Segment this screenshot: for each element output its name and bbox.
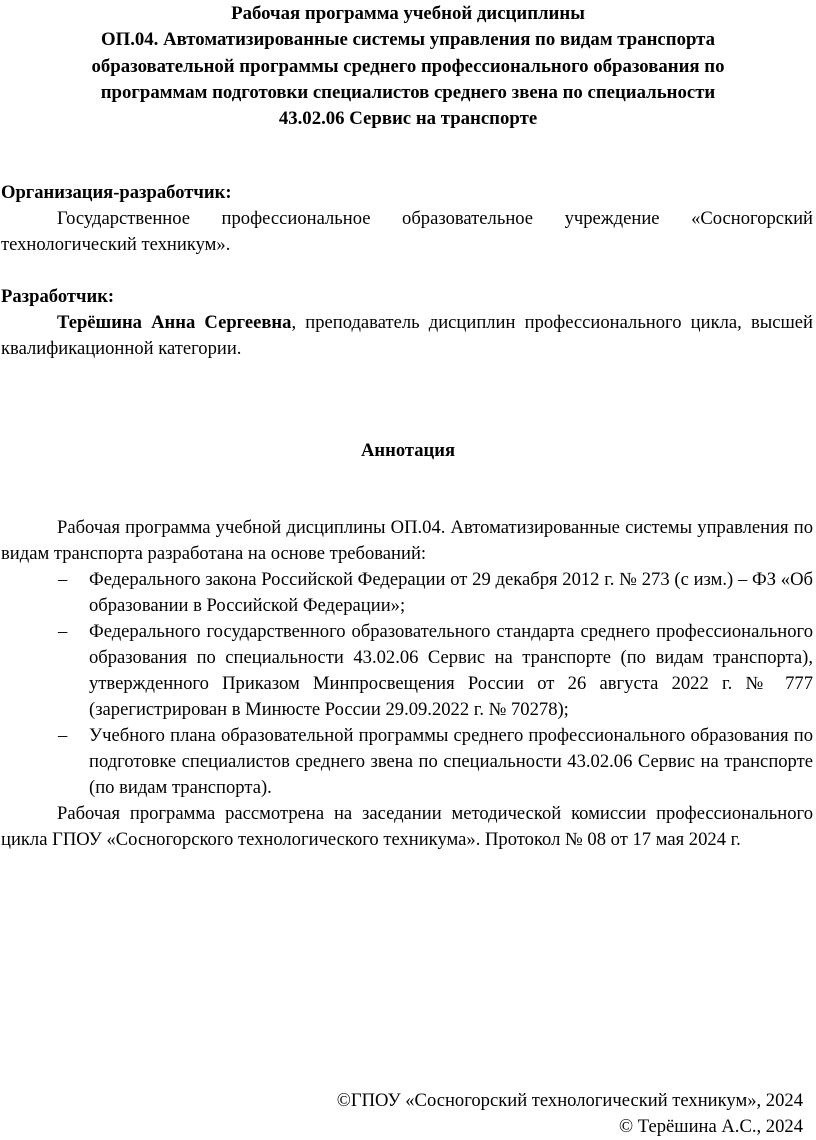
- developer-description: , преподаватель дисциплин профессионального цикла, высшей квалификационной категории.: [1, 312, 813, 359]
- annotation-heading: Аннотация: [360, 440, 456, 461]
- review-text: Рабочая программа рассмотрена на заседании методической комиссии профессионального цикла ГПОУ «Сосногорского технологического техникума». Протокол № 08 от 17 мая 2024 г.: [1, 803, 813, 850]
- copyright-footer: [337, 1088, 803, 1139]
- requirements-list: [1, 567, 813, 801]
- annotation-body: [1, 515, 813, 853]
- bullet-dash: –: [58, 725, 68, 746]
- annotation-intro: Рабочая программа учебной дисциплины ОП.04. Автоматизированные системы управления по видам транспорта разработана на основе требований:: [1, 517, 813, 564]
- list-item: [1, 567, 813, 619]
- list-item: [1, 619, 813, 723]
- organization-section: [1, 180, 813, 258]
- title-line: программам подготовки специалистов среднего звена по специальности: [100, 81, 716, 103]
- list-item-text: Федерального государственного образовательного стандарта среднего профессионального образования по специальности 43.02.06 Сервис на транспорте (по видам транспорта), утвержденного Приказом Минпросвещения России от 26 августа 2022 г. № 777 (зарегистрирован в Минюсте России 29.09.2022 г. № 70278);: [89, 621, 813, 720]
- bullet-dash: –: [58, 569, 68, 590]
- title-line: ОП.04. Автоматизированные системы управления по видам транспорта: [100, 29, 716, 51]
- developer-name: Терёшина Анна Сергеевна: [57, 312, 292, 333]
- developer-text: [1, 310, 813, 362]
- developer-section: [1, 284, 813, 362]
- document-title: [10, 1, 806, 132]
- list-item-text: Учебного плана образовательной программы среднего профессионального образования по подготовке специалистов среднего звена по специальности 43.02.06 Сервис на транспорте (по видам транспорта).: [89, 725, 813, 798]
- developer-heading: Разработчик:: [1, 286, 115, 307]
- copyright-line: ©ГПОУ «Сосногорский технологический техникум», 2024: [336, 1090, 803, 1111]
- list-item: [1, 723, 813, 801]
- organization-heading: Организация-разработчик:: [1, 182, 232, 203]
- list-item-text: Федерального закона Российской Федерации от 29 декабря 2012 г. № 273 (с изм.) – ФЗ «Об образовании в Российской Федерации»;: [89, 569, 813, 616]
- title-line: 43.02.06 Сервис на транспорте: [278, 108, 538, 130]
- title-line: образовательной программы среднего профессионального образования по: [91, 55, 725, 77]
- bullet-dash: –: [58, 621, 68, 642]
- organization-text: Государственное профессиональное образовательное учреждение «Сосногорский технологический техникум».: [1, 208, 813, 255]
- copyright-line: © Терёшина А.С., 2024: [619, 1115, 803, 1137]
- title-line: Рабочая программа учебной дисциплины: [231, 3, 585, 24]
